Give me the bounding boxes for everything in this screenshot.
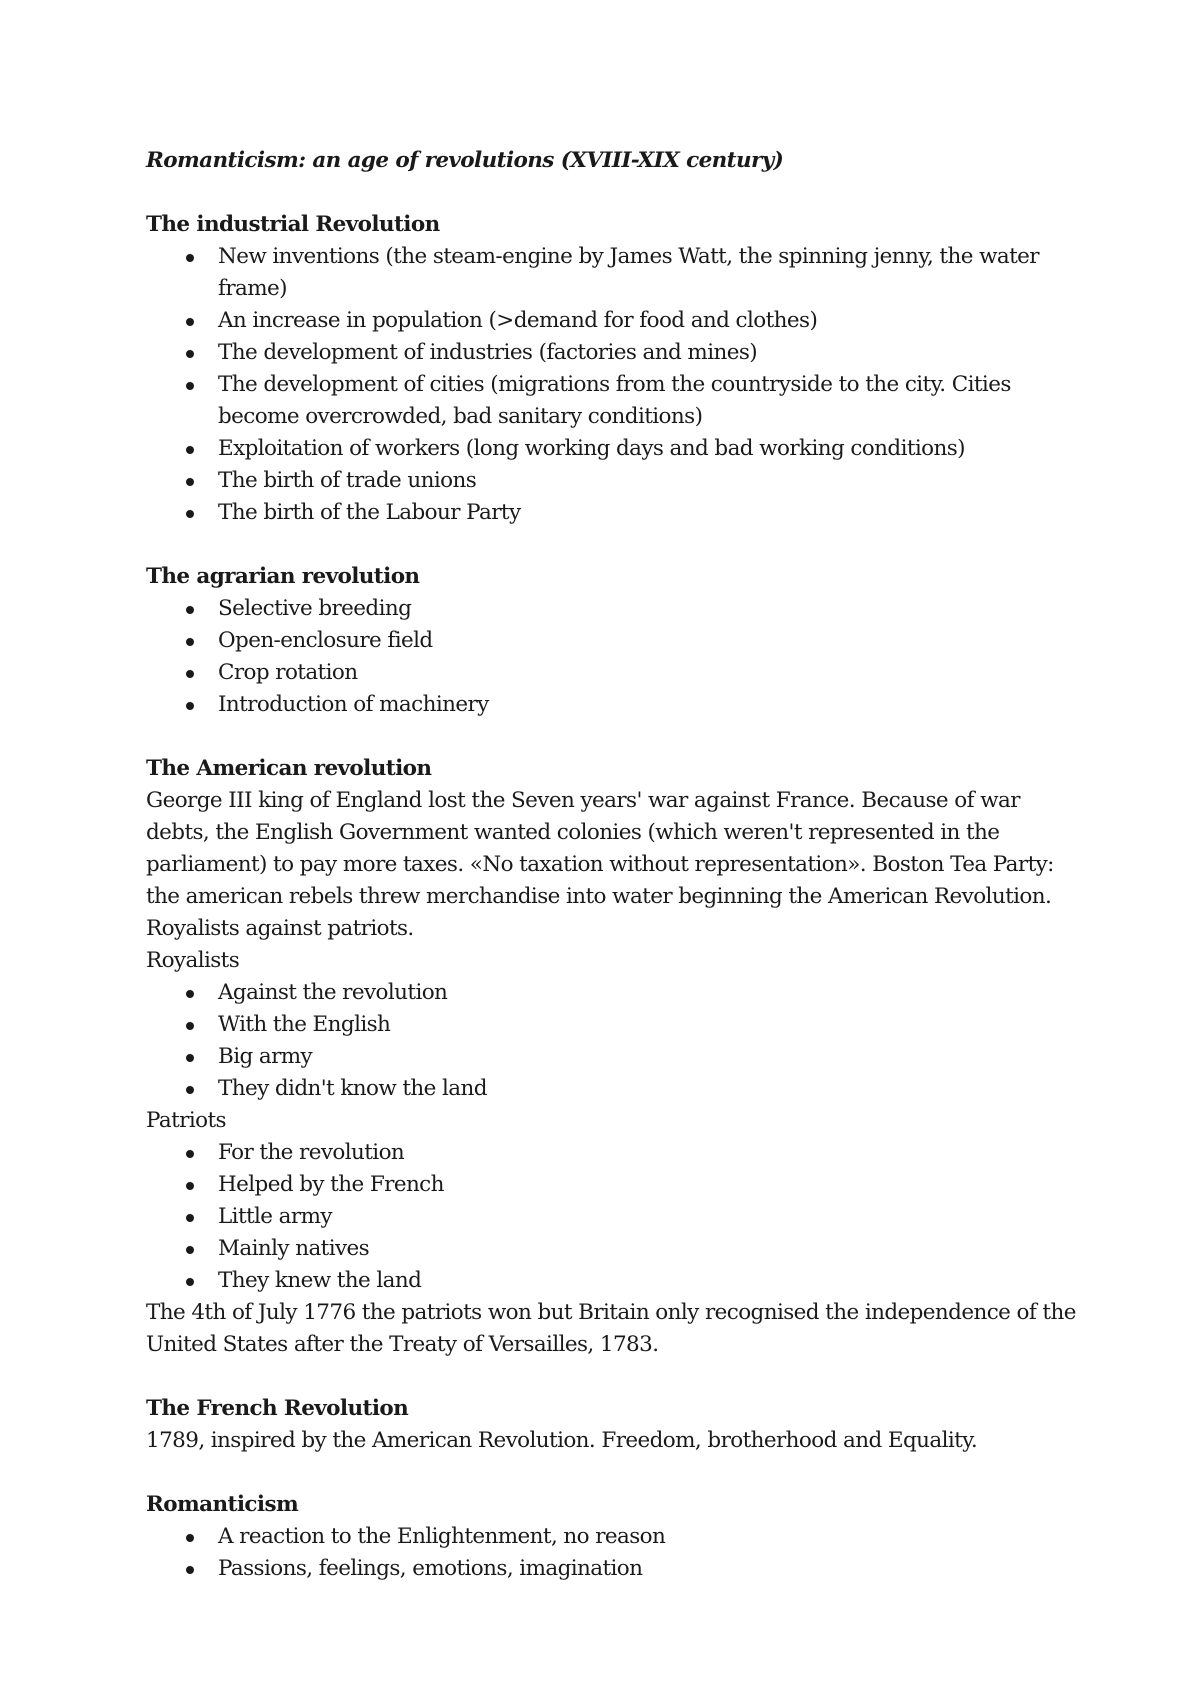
list-item-text: New inventions (the steam-engine by James Watt, the spinning jenny, the water frame) (218, 244, 1039, 301)
bullet-icon (186, 638, 194, 646)
list-item-text: Selective breeding (218, 596, 412, 621)
bullet-icon (186, 1150, 194, 1158)
royalists-label: Royalists (146, 948, 240, 973)
list-item-text: Crop rotation (218, 660, 358, 685)
list-item (218, 1265, 1076, 1297)
document-title: Romanticism: an age of revolutions (XVIII-XIX century) (146, 148, 784, 173)
list-item-text: Introduction of machinery (218, 692, 489, 717)
list-item-text: Big army (218, 1044, 313, 1069)
royalists-list (146, 977, 1076, 1105)
bullet-icon (186, 1278, 194, 1286)
bullet-icon (186, 1566, 194, 1574)
list-item (218, 1009, 1076, 1041)
list-item (218, 1521, 1076, 1553)
list-item (218, 977, 1076, 1009)
list-item-text: They knew the land (218, 1268, 422, 1293)
list-item-text: The birth of the Labour Party (218, 500, 521, 525)
list-item-text: The birth of trade unions (218, 468, 477, 493)
french-revolution-paragraph: 1789, inspired by the American Revolution. Freedom, brotherhood and Equality. (146, 1428, 978, 1453)
list-item-text: Little army (218, 1204, 332, 1229)
spacer (146, 1361, 1076, 1393)
bullet-icon (186, 446, 194, 454)
list-item-text: They didn't know the land (218, 1076, 487, 1101)
bullet-icon (186, 1534, 194, 1542)
list-item-text: Against the revolution (218, 980, 448, 1005)
heading-french-revolution: The French Revolution (146, 1396, 409, 1421)
bullet-icon (186, 350, 194, 358)
bullet-icon (186, 510, 194, 518)
spacer (146, 721, 1076, 753)
list-item (218, 593, 1076, 625)
list-item (218, 369, 1076, 433)
heading-romanticism: Romanticism (146, 1492, 299, 1517)
list-item-text: Helped by the French (218, 1172, 444, 1197)
bullet-icon (186, 478, 194, 486)
list-item (218, 689, 1076, 721)
bullet-icon (186, 254, 194, 262)
heading-american-revolution: The American revolution (146, 756, 432, 781)
bullet-icon (186, 1246, 194, 1254)
list-item (218, 305, 1076, 337)
bullet-icon (186, 382, 194, 390)
list-item (218, 241, 1076, 305)
list-item (218, 1233, 1076, 1265)
bullet-icon (186, 1054, 194, 1062)
list-item-text: Open-enclosure field (218, 628, 433, 653)
list-item-text: The development of cities (migrations from the countryside to the city. Cities become overcrowded, bad sanitary conditions) (218, 372, 1011, 429)
bullet-icon (186, 702, 194, 710)
list-item-text: An increase in population (>demand for food and clothes) (218, 308, 818, 333)
bullet-icon (186, 990, 194, 998)
bullet-icon (186, 1086, 194, 1094)
list-item (218, 1169, 1076, 1201)
list-item (218, 1137, 1076, 1169)
bullet-icon (186, 1022, 194, 1030)
list-item-text: Passions, feelings, emotions, imagination (218, 1556, 643, 1581)
heading-agrarian-revolution: The agrarian revolution (146, 564, 420, 589)
list-item (218, 497, 1076, 529)
bullet-icon (186, 1182, 194, 1190)
patriots-label: Patriots (146, 1108, 226, 1133)
american-revolution-paragraph: George III king of England lost the Seven years' war against France. Because of war debts, the English Government wanted colonies (which weren't represented in the parliament) to pay more taxes. «No taxation without representation». Boston Tea Party: the american rebels threw merchandise into water beginning the American Revolution. Royalists against patriots. (146, 788, 1054, 941)
list-item (218, 1073, 1076, 1105)
list-item (218, 1201, 1076, 1233)
agrarian-revolution-list (146, 593, 1076, 721)
list-item-text: For the revolution (218, 1140, 405, 1165)
list-item (218, 433, 1076, 465)
list-item (218, 337, 1076, 369)
american-revolution-closing: The 4th of July 1776 the patriots won but Britain only recognised the independence of the United States after the Treaty of Versailles, 1783. (146, 1300, 1076, 1357)
spacer (146, 1457, 1076, 1489)
spacer (146, 529, 1076, 561)
heading-industrial-revolution: The industrial Revolution (146, 212, 440, 237)
list-item-text: With the English (218, 1012, 391, 1037)
list-item-text: A reaction to the Enlightenment, no reason (218, 1524, 666, 1549)
list-item-text: The development of industries (factories and mines) (218, 340, 758, 365)
list-item (218, 1553, 1076, 1585)
patriots-list (146, 1137, 1076, 1297)
list-item-text: Mainly natives (218, 1236, 370, 1261)
list-item (218, 625, 1076, 657)
list-item (218, 657, 1076, 689)
list-item (218, 465, 1076, 497)
bullet-icon (186, 318, 194, 326)
bullet-icon (186, 670, 194, 678)
romanticism-list (146, 1521, 1076, 1585)
bullet-icon (186, 1214, 194, 1222)
document-page (146, 145, 1076, 1585)
list-item-text: Exploitation of workers (long working days and bad working conditions) (218, 436, 965, 461)
industrial-revolution-list (146, 241, 1076, 529)
list-item (218, 1041, 1076, 1073)
bullet-icon (186, 606, 194, 614)
